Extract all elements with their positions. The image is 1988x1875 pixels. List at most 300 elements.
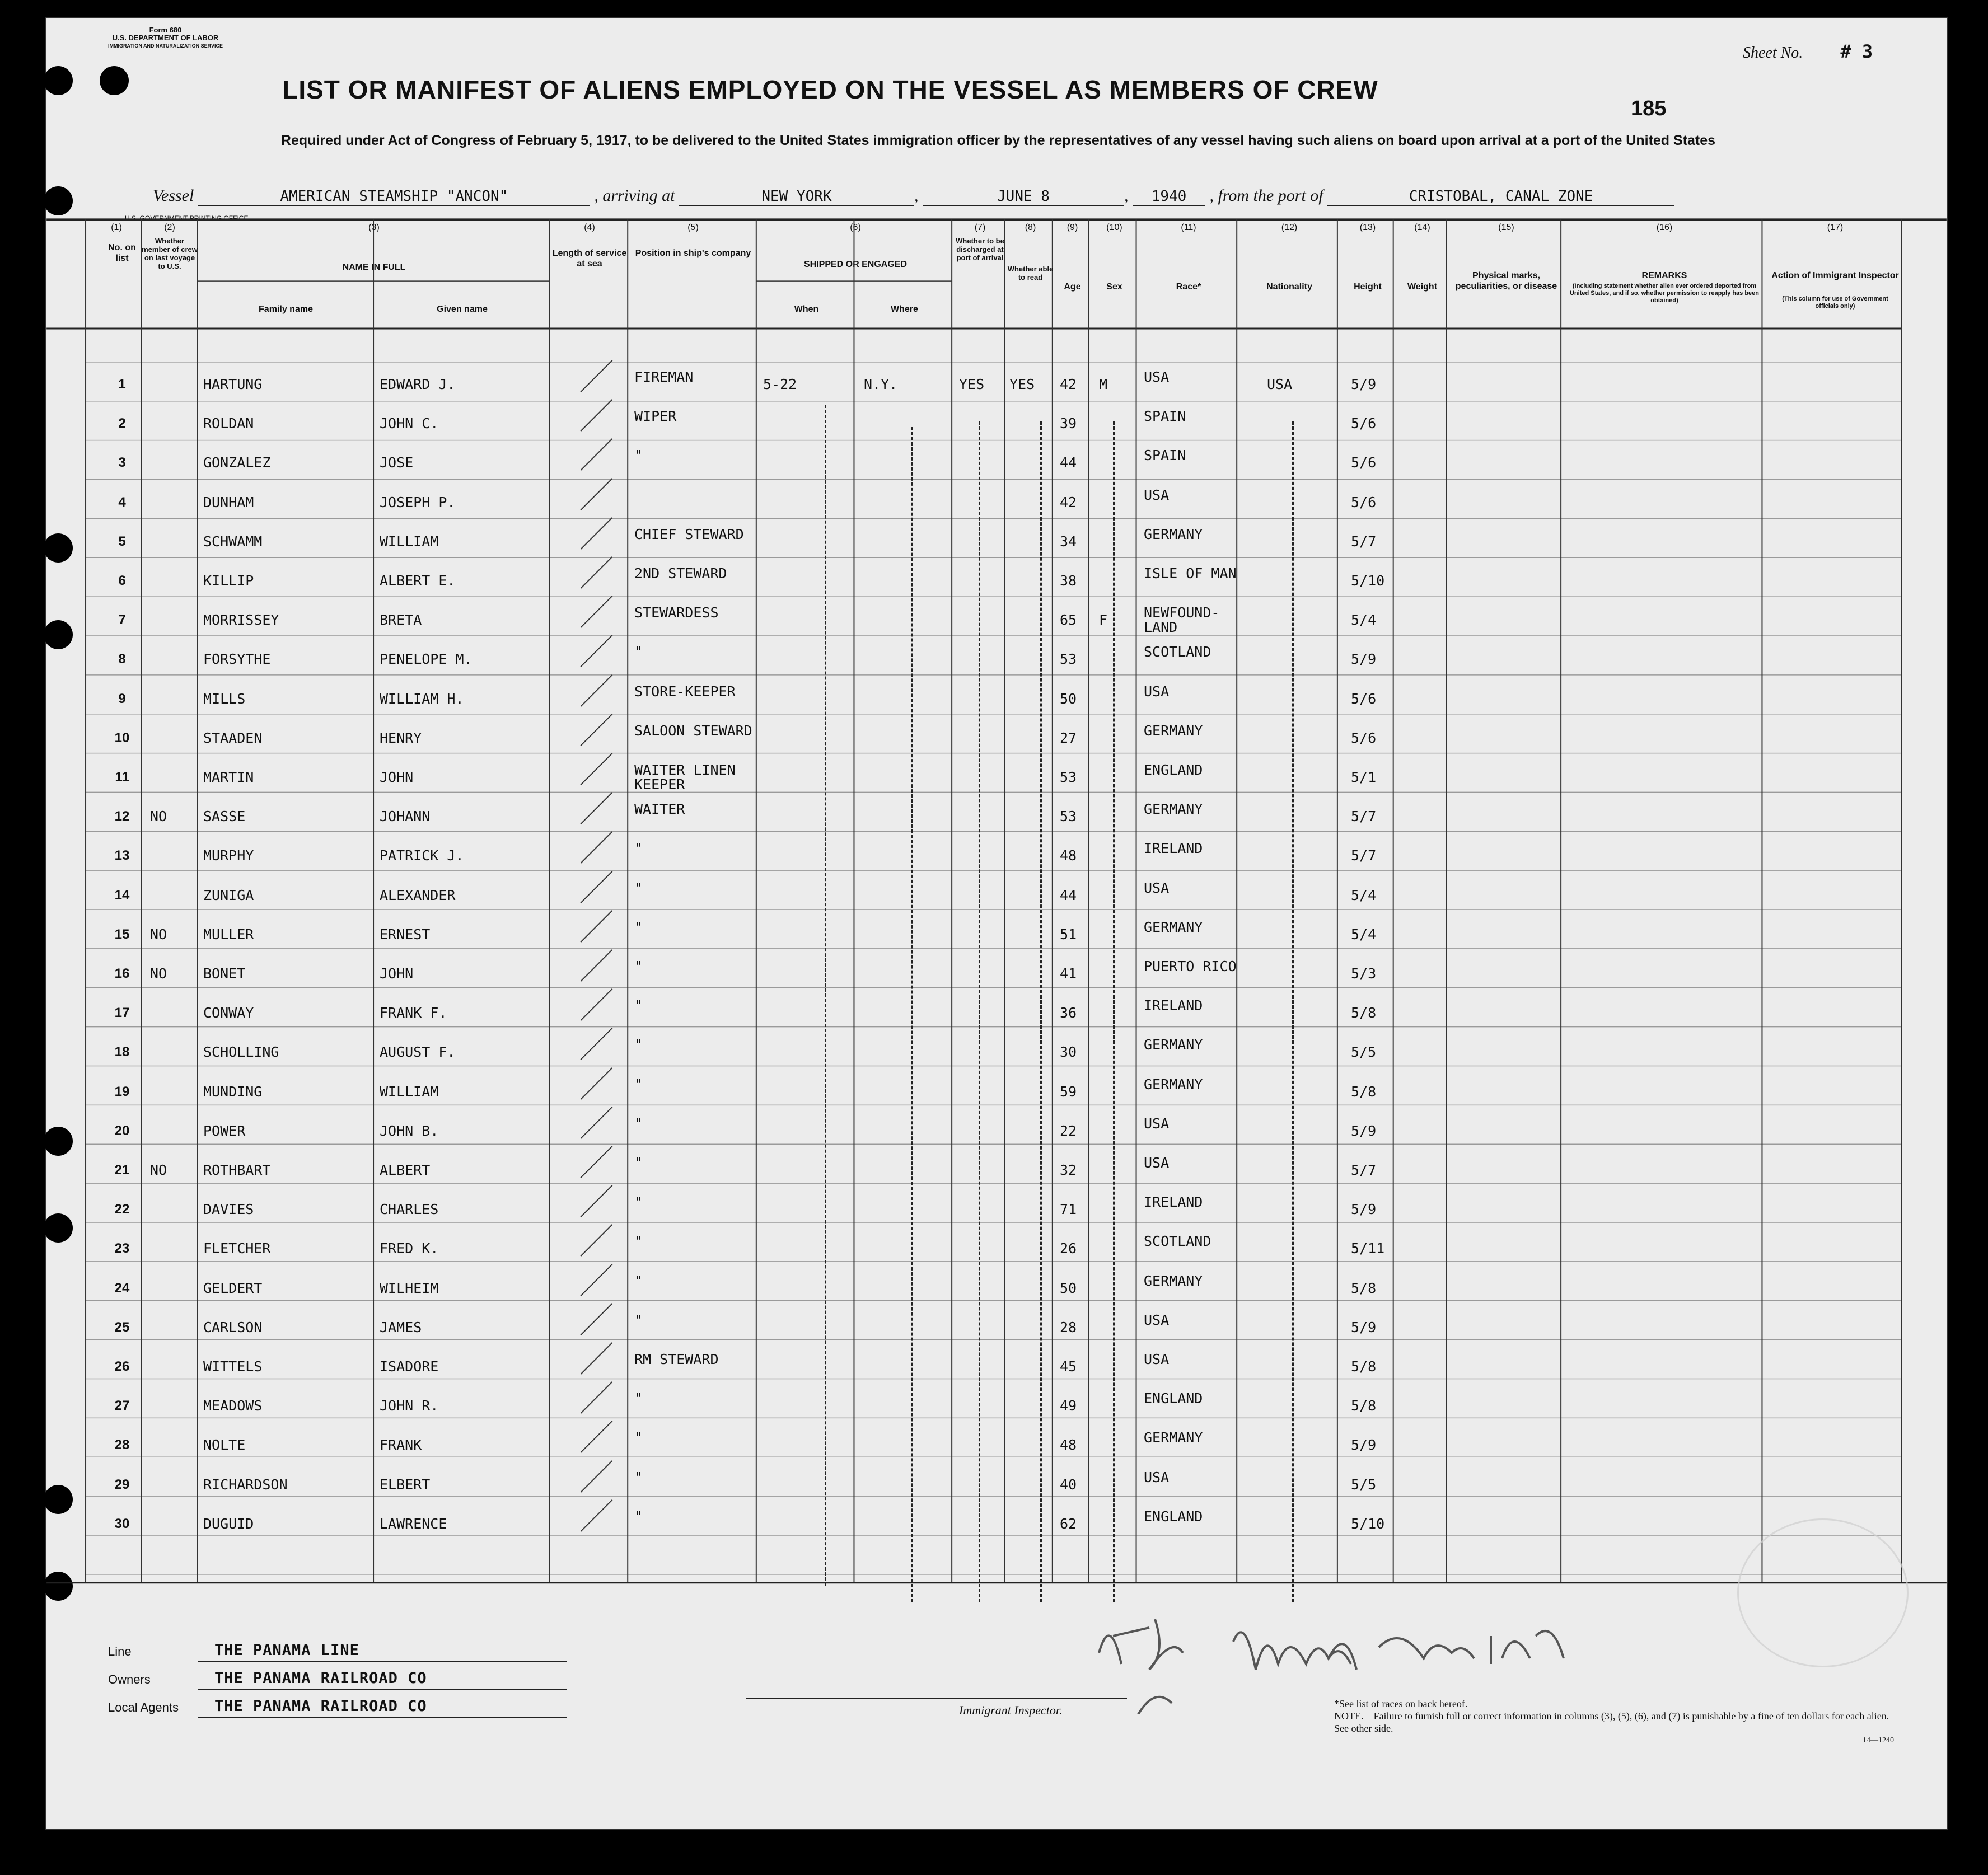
service-tick-mark — [580, 1028, 612, 1060]
row-8-age: 53 — [1060, 651, 1077, 668]
header-able-to-read: Whether able to read — [1007, 265, 1054, 282]
header-height: Height — [1354, 282, 1382, 292]
header-weight: Weight — [1407, 282, 1438, 292]
row-7-position: STEWARDESS — [634, 604, 719, 621]
row-26-race: USA — [1144, 1351, 1170, 1367]
row-1-position: FIREMAN — [634, 369, 694, 385]
row-1-family: HARTUNG — [203, 376, 263, 392]
sheet-number-label: Sheet No. — [1743, 44, 1803, 62]
row-13-age: 48 — [1060, 847, 1077, 864]
row-6-position: 2ND STEWARD — [634, 565, 727, 582]
row-20-family: POWER — [203, 1122, 246, 1139]
row-15-family: MULLER — [203, 926, 254, 943]
row-8-given: PENELOPE M. — [380, 651, 473, 668]
row-2-given: JOHN C. — [380, 415, 439, 432]
row-27-age: 49 — [1060, 1398, 1077, 1414]
owners-label: Owners — [108, 1672, 151, 1686]
row-27-no: 27 — [114, 1398, 130, 1414]
row-18-position: " — [634, 1037, 643, 1053]
row-12-race: GERMANY — [1144, 801, 1203, 818]
column-number: (6) — [850, 223, 861, 232]
row-1-when: 5-22 — [763, 376, 797, 392]
row-14-age: 44 — [1060, 887, 1077, 903]
row-9-height: 5/6 — [1351, 690, 1377, 707]
row-21-height: 5/7 — [1351, 1162, 1377, 1178]
row-3-given: JOSE — [380, 454, 414, 471]
row-30-no: 30 — [114, 1516, 130, 1531]
form-header — [108, 26, 223, 50]
row-15-no: 15 — [114, 926, 130, 942]
row-15-age: 51 — [1060, 926, 1077, 943]
row-30-family: DUGUID — [203, 1515, 254, 1532]
row-11-family: MARTIN — [203, 769, 254, 785]
row-6-height: 5/10 — [1351, 573, 1385, 589]
service-tick-mark — [580, 988, 612, 1021]
punch-hole — [44, 620, 73, 649]
row-18-given: AUGUST F. — [380, 1044, 456, 1061]
row-1-nat: USA — [1267, 376, 1293, 392]
row-15-position: " — [634, 918, 643, 935]
row-28-family: NOLTE — [203, 1437, 246, 1454]
header-given-name: Given name — [437, 304, 488, 314]
row-10-family: STAADEN — [203, 729, 263, 746]
row-13-position: " — [634, 840, 643, 857]
service-tick-mark — [580, 517, 612, 550]
row-1-disch: YES — [959, 376, 985, 392]
row-17-race: IRELAND — [1144, 997, 1203, 1014]
row-22-race: IRELAND — [1144, 1194, 1203, 1211]
page-title: LIST OR MANIFEST OF ALIENS EMPLOYED ON THE VESSEL AS MEMBERS OF CREW — [282, 75, 1378, 104]
row-17-age: 36 — [1060, 1005, 1077, 1021]
inspector-label: Immigrant Inspector. — [959, 1703, 1063, 1717]
punch-hole — [44, 1127, 73, 1156]
column-number: (2) — [164, 223, 175, 232]
row-15-height: 5/4 — [1351, 926, 1377, 943]
ditto-line — [911, 427, 913, 1602]
row-13-family: MURPHY — [203, 847, 254, 864]
row-2-race: SPAIN — [1144, 408, 1186, 425]
row-16-age: 41 — [1060, 965, 1077, 982]
row-11-race: ENGLAND — [1144, 762, 1203, 778]
row-28-age: 48 — [1060, 1437, 1077, 1454]
row-6-race: ISLE OF MAN — [1144, 565, 1237, 582]
row-23-given: FRED K. — [380, 1240, 439, 1257]
service-tick-mark — [580, 1224, 612, 1257]
row-5-age: 34 — [1060, 533, 1077, 550]
row-7-age: 65 — [1060, 612, 1077, 629]
row-25-race: USA — [1144, 1311, 1170, 1328]
arrival-date: JUNE 8 — [923, 188, 1124, 206]
sheet-number-value: # 3 — [1840, 41, 1873, 62]
header-sex: Sex — [1106, 282, 1122, 292]
row-8-no: 8 — [118, 651, 126, 667]
service-tick-mark — [580, 753, 612, 785]
row-26-family: WITTELS — [203, 1358, 263, 1375]
column-number: (12) — [1281, 223, 1298, 232]
row-25-given: JAMES — [380, 1319, 422, 1335]
row-2-height: 5/6 — [1351, 415, 1377, 432]
local-agents-label: Local Agents — [108, 1700, 179, 1714]
row-1-age: 42 — [1060, 376, 1077, 392]
row-28-race: GERMANY — [1144, 1429, 1203, 1446]
row-20-position: " — [634, 1115, 643, 1132]
row-19-position: " — [634, 1076, 643, 1093]
row-7-no: 7 — [118, 612, 126, 628]
column-number: (13) — [1359, 223, 1376, 232]
row-5-given: WILLIAM — [380, 533, 439, 550]
row-15-race: GERMANY — [1144, 918, 1203, 935]
row-14-race: USA — [1144, 879, 1170, 896]
row-19-race: GERMANY — [1144, 1076, 1203, 1093]
row-18-age: 30 — [1060, 1044, 1077, 1061]
service-tick-mark — [580, 1421, 612, 1453]
service-tick-mark — [580, 871, 612, 903]
row-9-position: STORE-KEEPER — [634, 683, 736, 700]
header-age: Age — [1064, 282, 1081, 292]
row-17-no: 17 — [114, 1005, 130, 1021]
row-15-prev: NO — [150, 926, 167, 943]
row-30-given: LAWRENCE — [380, 1515, 447, 1532]
row-16-prev: NO — [150, 965, 167, 982]
row-1-where: N.Y. — [864, 376, 898, 392]
line-value: THE PANAMA LINE — [214, 1642, 359, 1659]
punch-hole — [44, 1572, 73, 1601]
service-tick-mark — [580, 1185, 612, 1217]
row-23-family: FLETCHER — [203, 1240, 271, 1257]
row-16-family: BONET — [203, 965, 246, 982]
column-number: (16) — [1656, 223, 1673, 232]
service-tick-mark — [580, 1381, 612, 1414]
header-inspector-note: (This column for use of Government officials only) — [1782, 296, 1888, 310]
row-29-race: USA — [1144, 1469, 1170, 1485]
row-1-given: EDWARD J. — [380, 376, 456, 392]
row-12-no: 12 — [114, 809, 130, 824]
header-name-in-full: NAME IN FULL — [342, 262, 406, 272]
row-29-position: " — [634, 1469, 643, 1485]
service-tick-mark — [580, 1067, 612, 1100]
header-remarks-note: (Including statement whether alien ever ordered deported from United States, and if so, whether permission to reapply has been obtained) — [1569, 283, 1760, 304]
row-14-family: ZUNIGA — [203, 887, 254, 903]
row-7-sex: F — [1099, 612, 1108, 629]
punch-hole — [44, 1485, 73, 1514]
printing-office: U.S. GOVERNMENT PRINTING OFFICE — [125, 214, 249, 222]
form-code: 14—1240 — [1863, 1736, 1894, 1745]
row-14-no: 14 — [114, 887, 130, 903]
arrival-port: NEW YORK — [679, 188, 914, 206]
row-2-family: ROLDAN — [203, 415, 254, 432]
header-inspector-action: Action of Immigrant Inspector — [1771, 271, 1899, 280]
sheet-number — [1743, 41, 1873, 62]
row-5-race: GERMANY — [1144, 526, 1203, 542]
row-6-age: 38 — [1060, 573, 1077, 589]
row-3-race: SPAIN — [1144, 447, 1186, 464]
header-when: When — [794, 304, 819, 314]
service-tick-mark — [580, 438, 612, 471]
row-22-given: CHARLES — [380, 1201, 439, 1218]
row-29-age: 40 — [1060, 1476, 1077, 1493]
row-16-given: JOHN — [380, 965, 414, 982]
service-tick-mark — [580, 1499, 612, 1532]
column-number: (1) — [111, 223, 122, 232]
header-remarks: REMARKS — [1641, 271, 1687, 280]
row-29-given: ELBERT — [380, 1476, 431, 1493]
row-27-position: " — [634, 1390, 643, 1407]
row-7-race: NEWFOUND-LAND — [1144, 604, 1220, 636]
column-number: (11) — [1181, 223, 1196, 232]
row-6-family: KILLIP — [203, 573, 254, 589]
punch-hole — [44, 186, 73, 215]
row-5-height: 5/7 — [1351, 533, 1377, 550]
ditto-line — [1113, 421, 1115, 1602]
row-23-race: SCOTLAND — [1144, 1233, 1211, 1250]
row-25-height: 5/9 — [1351, 1319, 1377, 1335]
row-21-position: " — [634, 1155, 643, 1171]
row-19-age: 59 — [1060, 1083, 1077, 1100]
row-10-given: HENRY — [380, 729, 422, 746]
form-number: Form 680 — [149, 26, 182, 34]
row-11-height: 5/1 — [1351, 769, 1377, 785]
row-22-height: 5/9 — [1351, 1201, 1377, 1218]
owners-value: THE PANAMA RAILROAD CO — [214, 1670, 427, 1687]
service-tick-mark — [580, 714, 612, 746]
header-physical-marks: Physical marks, peculiarities, or disease — [1455, 271, 1557, 291]
row-20-age: 22 — [1060, 1122, 1077, 1139]
row-24-race: GERMANY — [1144, 1272, 1203, 1289]
footer-rule — [198, 1717, 567, 1718]
row-11-no: 11 — [115, 770, 129, 785]
column-number: (14) — [1414, 223, 1430, 232]
service: IMMIGRATION AND NATURALIZATION SERVICE — [108, 43, 223, 49]
row-18-no: 18 — [114, 1044, 130, 1060]
row-7-given: BRETA — [380, 612, 422, 629]
row-17-height: 5/8 — [1351, 1005, 1377, 1021]
row-1-height: 5/9 — [1351, 376, 1377, 392]
service-tick-mark — [580, 399, 612, 432]
service-tick-mark — [580, 949, 612, 982]
row-23-position: " — [634, 1233, 643, 1250]
row-16-race: PUERTO RICO — [1144, 958, 1237, 974]
service-tick-mark — [580, 674, 612, 707]
service-tick-mark — [580, 792, 612, 824]
service-tick-mark — [580, 478, 612, 510]
manifest-sheet — [45, 17, 1948, 1830]
row-26-age: 45 — [1060, 1358, 1077, 1375]
row-19-no: 19 — [114, 1084, 130, 1099]
arrival-year: 1940 — [1133, 188, 1205, 206]
arriving-label: , arriving at — [594, 186, 675, 205]
row-24-age: 50 — [1060, 1279, 1077, 1296]
header-where: Where — [891, 304, 918, 314]
department: U.S. DEPARTMENT OF LABOR — [112, 34, 219, 42]
service-tick-mark — [580, 910, 612, 943]
row-12-family: SASSE — [203, 808, 246, 825]
row-18-race: GERMANY — [1144, 1037, 1203, 1053]
row-1-race: USA — [1144, 369, 1170, 385]
row-23-height: 5/11 — [1351, 1240, 1385, 1257]
page-subtitle: Required under Act of Congress of February 5, 1917, to be delivered to the United States immigration officer by the representatives of any vessel having such aliens on board upon arrival at a port of the United States — [280, 133, 1716, 148]
row-24-given: WILHEIM — [380, 1279, 439, 1296]
row-20-given: JOHN B. — [380, 1122, 439, 1139]
row-10-no: 10 — [114, 730, 130, 746]
service-tick-mark — [580, 1107, 612, 1139]
header-discharged: Whether to be discharged at port of arrival — [956, 237, 1004, 262]
row-21-race: USA — [1144, 1155, 1170, 1171]
punch-hole — [44, 533, 73, 562]
service-tick-mark — [580, 1264, 612, 1296]
row-30-position: " — [634, 1508, 643, 1525]
row-3-no: 3 — [118, 455, 126, 471]
row-24-family: GELDERT — [203, 1279, 263, 1296]
row-27-family: MEADOWS — [203, 1398, 263, 1414]
footnote-races: *See list of races on back hereof. — [1334, 1698, 1468, 1709]
row-8-race: SCOTLAND — [1144, 644, 1211, 660]
row-2-no: 2 — [118, 416, 126, 432]
vessel-label: Vessel — [153, 186, 194, 205]
column-number: (8) — [1025, 223, 1036, 232]
row-28-height: 5/9 — [1351, 1437, 1377, 1454]
row-25-no: 25 — [114, 1319, 130, 1335]
header-length-of-service: Length of service at sea — [552, 249, 627, 269]
row-6-given: ALBERT E. — [380, 573, 456, 589]
row-9-race: USA — [1144, 683, 1170, 700]
row-24-height: 5/8 — [1351, 1279, 1377, 1296]
row-9-family: MILLS — [203, 690, 246, 707]
row-4-age: 42 — [1060, 494, 1077, 510]
service-tick-mark — [580, 556, 612, 589]
service-tick-mark — [580, 596, 612, 628]
row-28-no: 28 — [114, 1437, 130, 1453]
header-race: Race* — [1176, 282, 1201, 292]
row-4-race: USA — [1144, 486, 1170, 503]
column-number: (7) — [974, 223, 986, 232]
row-10-position: SALOON STEWARD — [634, 722, 752, 739]
row-8-position: " — [634, 644, 643, 660]
row-13-height: 5/7 — [1351, 847, 1377, 864]
line-label: Line — [108, 1644, 132, 1658]
row-30-height: 5/10 — [1351, 1515, 1385, 1532]
row-4-family: DUNHAM — [203, 494, 254, 510]
row-28-position: " — [634, 1429, 643, 1446]
row-25-age: 28 — [1060, 1319, 1077, 1335]
vessel-name: AMERICAN STEAMSHIP "ANCON" — [198, 188, 590, 206]
row-23-no: 23 — [114, 1241, 130, 1257]
row-18-family: SCHOLLING — [203, 1044, 279, 1061]
header-no-on-list: No. on list — [108, 243, 136, 263]
row-30-race: ENGLAND — [1144, 1508, 1203, 1525]
row-18-height: 5/5 — [1351, 1044, 1377, 1061]
row-12-age: 53 — [1060, 808, 1077, 825]
column-number: (5) — [687, 223, 699, 232]
row-21-family: ROTHBART — [203, 1162, 271, 1178]
ditto-line — [825, 405, 826, 1586]
row-29-height: 5/5 — [1351, 1476, 1377, 1493]
row-11-age: 53 — [1060, 769, 1077, 785]
row-2-age: 39 — [1060, 415, 1077, 432]
footer-rule — [198, 1689, 567, 1690]
row-1-no: 1 — [118, 377, 126, 392]
header-nationality: Nationality — [1266, 282, 1312, 292]
service-tick-mark — [580, 831, 612, 864]
row-25-family: CARLSON — [203, 1319, 263, 1335]
header-shipped-or-engaged: SHIPPED OR ENGAGED — [803, 260, 908, 269]
row-24-no: 24 — [114, 1280, 130, 1296]
row-13-race: IRELAND — [1144, 840, 1203, 857]
row-22-age: 71 — [1060, 1201, 1077, 1218]
row-17-given: FRANK F. — [380, 1005, 447, 1021]
row-4-given: JOSEPH P. — [380, 494, 456, 510]
departure-port: CRISTOBAL, CANAL ZONE — [1327, 188, 1674, 206]
row-26-position: RM STEWARD — [634, 1351, 719, 1367]
row-29-no: 29 — [114, 1476, 130, 1492]
ditto-line — [979, 421, 980, 1602]
row-20-race: USA — [1144, 1115, 1170, 1132]
official-seal — [1737, 1518, 1909, 1667]
column-number: (9) — [1066, 223, 1078, 232]
column-number: (10) — [1106, 223, 1122, 232]
row-9-given: WILLIAM H. — [380, 690, 464, 707]
row-21-prev: NO — [150, 1162, 167, 1178]
ditto-line — [1292, 421, 1294, 1602]
service-tick-mark — [580, 360, 612, 392]
service-tick-mark — [580, 1303, 612, 1335]
row-14-position: " — [634, 879, 643, 896]
row-26-height: 5/8 — [1351, 1358, 1377, 1375]
header-previous-voyage: Whether member of crew on last voyage to U.S. — [142, 237, 198, 270]
row-4-height: 5/6 — [1351, 494, 1377, 510]
row-22-no: 22 — [114, 1202, 130, 1217]
ditto-line — [1040, 421, 1042, 1602]
row-13-given: PATRICK J. — [380, 847, 464, 864]
header-family-name: Family name — [259, 304, 313, 314]
row-22-family: DAVIES — [203, 1201, 254, 1218]
footnotes — [1334, 1698, 1894, 1747]
service-tick-mark — [580, 1146, 612, 1178]
column-number: (3) — [368, 223, 380, 232]
row-27-race: ENGLAND — [1144, 1390, 1203, 1407]
row-23-age: 26 — [1060, 1240, 1077, 1257]
row-19-given: WILLIAM — [380, 1083, 439, 1100]
inspector-signature-line — [746, 1698, 1127, 1699]
row-1-read: YES — [1009, 376, 1035, 392]
row-27-given: JOHN R. — [380, 1398, 439, 1414]
row-14-given: ALEXANDER — [380, 887, 456, 903]
row-8-height: 5/9 — [1351, 651, 1377, 668]
local-agents-value: THE PANAMA RAILROAD CO — [214, 1698, 427, 1715]
row-25-position: " — [634, 1311, 643, 1328]
row-21-no: 21 — [114, 1162, 130, 1178]
row-6-no: 6 — [118, 573, 126, 588]
row-16-position: " — [634, 958, 643, 974]
stamped-number: 185 — [1631, 97, 1667, 120]
service-tick-mark — [580, 1460, 612, 1493]
row-21-age: 32 — [1060, 1162, 1077, 1178]
row-16-no: 16 — [114, 966, 130, 981]
row-22-position: " — [634, 1194, 643, 1211]
row-4-no: 4 — [118, 494, 126, 510]
row-30-age: 62 — [1060, 1515, 1077, 1532]
row-9-age: 50 — [1060, 690, 1077, 707]
row-19-family: MUNDING — [203, 1083, 263, 1100]
row-21-given: ALBERT — [380, 1162, 431, 1178]
row-10-height: 5/6 — [1351, 729, 1377, 746]
row-17-family: CONWAY — [203, 1005, 254, 1021]
row-11-position: WAITER LINEN KEEPER — [634, 762, 736, 793]
row-19-height: 5/8 — [1351, 1083, 1377, 1100]
row-27-height: 5/8 — [1351, 1398, 1377, 1414]
row-10-race: GERMANY — [1144, 722, 1203, 739]
row-13-no: 13 — [114, 848, 130, 864]
row-8-family: FORSYTHE — [203, 651, 271, 668]
